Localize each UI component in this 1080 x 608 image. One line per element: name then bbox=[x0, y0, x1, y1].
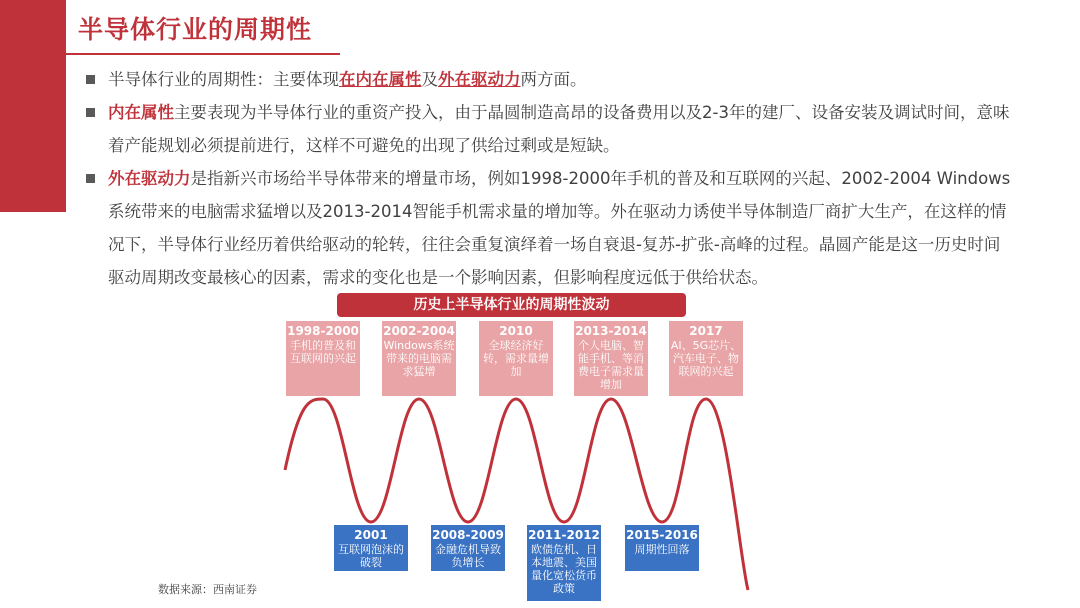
event-desc: AI、5G芯片、汽车电子、物联网的兴起 bbox=[670, 339, 742, 378]
page-title: 半导体行业的周期性 bbox=[78, 15, 313, 44]
event-desc: Windows系统带来的电脑需求猛增 bbox=[383, 339, 455, 378]
trough-box bbox=[334, 525, 408, 571]
bullet-text: 半导体行业的周期性：主要体现 bbox=[108, 70, 339, 89]
event-desc: 全球经济好转，需求量增加 bbox=[483, 339, 549, 378]
peak-box bbox=[574, 321, 648, 396]
event-desc: 互联网泡沫的破裂 bbox=[338, 543, 404, 569]
event-year: 2002-2004 bbox=[383, 324, 455, 338]
bullet-text: 在内在属性 bbox=[339, 70, 422, 89]
bullet-text: 内在属性 bbox=[108, 103, 174, 122]
peak-box bbox=[286, 321, 360, 396]
event-year: 2013-2014 bbox=[575, 324, 647, 338]
event-year: 2008-2009 bbox=[432, 528, 504, 542]
event-year: 2001 bbox=[354, 528, 388, 542]
bullet-text: 及 bbox=[421, 70, 438, 89]
trough-box bbox=[625, 525, 699, 571]
event-desc: 周期性回落 bbox=[634, 543, 690, 556]
event-desc: 个人电脑、智能手机、等消费电子需求量增加 bbox=[578, 339, 644, 391]
bullet-text: 是指新兴市场给半导体带来的增量市场，例如1998-2000年手机的普及和互联网的兴起、2002-2004 Windows系统带来的电脑需求猛增以及2013-2014智能手机需求量的增加等。外在驱动力诱使半导体制造厂商扩大生产，在这样的情况下，半导体行业经历着供给驱动的轮转，往往会重复演绎着一场自衰退-复苏-扩张-高峰的过程。晶圆产能是这一历史时间驱动周期改变最核心的因素，需求的变化也是一个影响因素，但影响程度远低于供给状态。 bbox=[108, 169, 1011, 287]
event-desc: 欧债危机、日本地震、美国量化宽松货币政策 bbox=[531, 543, 597, 595]
bullet-text: 主要表现为半导体行业的重资产投入，由于晶圆制造高昂的设备费用以及2-3年的建厂、设备安装及调试时间，意味着产能规划必须提前进行，这样不可避免的出现了供给过剩或是短缺。 bbox=[108, 103, 1010, 155]
event-year: 2011-2012 bbox=[528, 528, 600, 542]
peak-box bbox=[479, 321, 553, 396]
event-year: 2010 bbox=[499, 324, 533, 338]
event-year: 1998-2000 bbox=[287, 324, 359, 338]
event-year: 2017 bbox=[689, 324, 723, 338]
event-desc: 金融危机导致负增长 bbox=[435, 543, 501, 569]
bullet-text: 外在驱动力 bbox=[438, 70, 521, 89]
event-desc: 手机的普及和互联网的兴起 bbox=[290, 339, 356, 365]
bullet-text: 两方面。 bbox=[520, 70, 587, 89]
bullet-text: 外在驱动力 bbox=[108, 169, 191, 188]
diagram-title: 历史上半导体行业的周期性波动 bbox=[337, 293, 686, 317]
peak-box bbox=[669, 321, 743, 396]
source-note: 数据来源：西南证券 bbox=[158, 583, 257, 596]
trough-box bbox=[431, 525, 505, 571]
trough-box bbox=[527, 525, 601, 601]
event-year: 2015-2016 bbox=[626, 528, 698, 542]
peak-box bbox=[382, 321, 456, 396]
